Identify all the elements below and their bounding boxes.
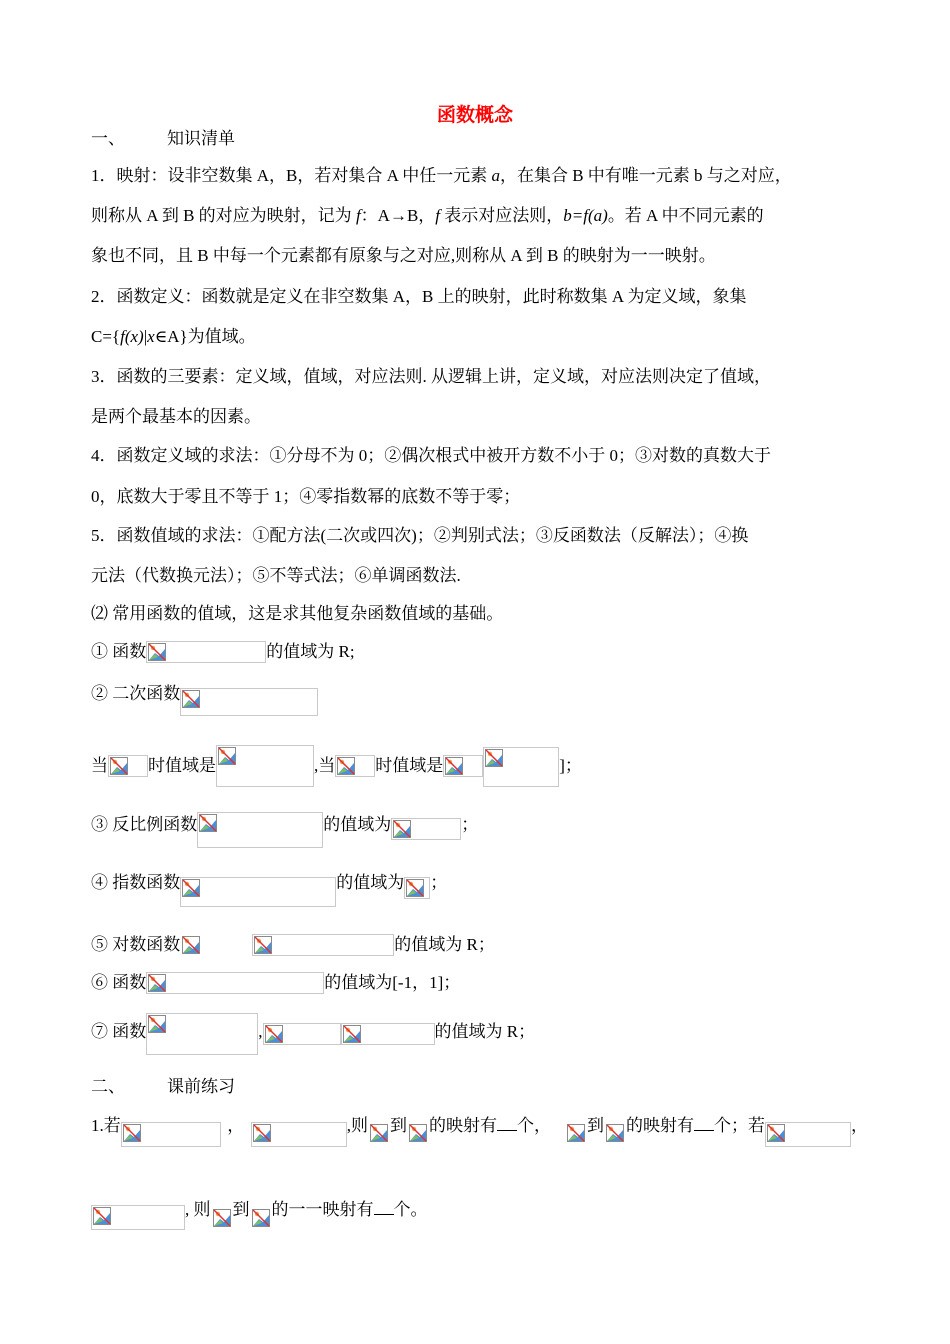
broken-image-icon	[148, 1015, 166, 1033]
item1	[91, 641, 355, 663]
text: 个；若	[714, 1116, 765, 1135]
section1-num: 一、	[91, 129, 125, 148]
item6	[91, 972, 460, 994]
text: |	[143, 327, 148, 346]
formula-image	[91, 1205, 185, 1230]
broken-image-icon	[253, 1124, 271, 1142]
text: 的映射有	[626, 1116, 694, 1135]
broken-image-icon	[409, 1124, 427, 1142]
text: ② 二次函数	[91, 684, 181, 703]
broken-image-icon	[182, 690, 200, 708]
para1-line1	[91, 165, 792, 187]
formula: b=f(a)	[563, 206, 608, 225]
text: C={	[91, 327, 121, 346]
text: 的值域为[-1，1]；	[324, 973, 461, 992]
broken-image-icon	[110, 757, 128, 775]
formula-image	[252, 934, 394, 956]
formula-image	[604, 1122, 626, 1144]
item7	[91, 1013, 535, 1055]
broken-image-icon	[93, 1207, 111, 1225]
para2-line2	[91, 326, 256, 348]
text: 当	[91, 756, 108, 775]
broken-image-icon	[567, 1124, 585, 1142]
section2-title: 课前练习	[167, 1077, 235, 1096]
exercise1-line1	[91, 1113, 868, 1138]
text: 的值域为 R；	[394, 935, 495, 954]
text: 则称从 A 到 B 的对应为映射，记为	[91, 206, 356, 225]
text: ：A→B，	[360, 206, 436, 225]
broken-image-icon	[445, 757, 463, 775]
broken-image-icon	[254, 936, 272, 954]
var-a: a	[491, 166, 500, 185]
para1-line3: 象也不同，且 B 中每一个元素都有原象与之对应,则称从 A 到 B 的映射为一一映射。	[91, 246, 716, 265]
broken-image-icon	[406, 879, 424, 897]
broken-image-icon	[370, 1124, 388, 1142]
text: 到	[232, 1200, 250, 1219]
broken-image-icon	[123, 1124, 141, 1142]
para5-line1: 5．函数值域的求法：①配方法(二次或四次)；②判别式法；③反函数法（反解法）；④换	[91, 526, 749, 545]
broken-image-icon	[148, 643, 166, 661]
formula-image	[146, 1013, 258, 1055]
text: ,当	[314, 756, 336, 775]
text: 个，	[517, 1116, 551, 1135]
text: 的映射有	[429, 1116, 497, 1135]
text: 的值域为 R；	[434, 1022, 536, 1041]
broken-image-icon	[606, 1124, 624, 1142]
para3-line2: 是两个最基本的因素。	[91, 407, 261, 426]
broken-image-icon	[252, 1209, 270, 1227]
text: 的值域为 R;	[266, 642, 355, 661]
para5-line2: 元法（代数换元法）；⑤不等式法；⑥单调函数法.	[91, 566, 461, 585]
text: ⑥ 函数	[91, 973, 147, 992]
formula-image	[216, 745, 314, 787]
text: ，	[851, 1116, 868, 1135]
broken-image-icon	[182, 879, 200, 897]
broken-image-icon	[218, 747, 236, 765]
text: 。若 A 中不同元素的	[607, 206, 764, 225]
formula-image	[263, 1023, 341, 1045]
formula-image	[211, 1207, 233, 1229]
text: 1.若	[91, 1116, 121, 1135]
broken-image-icon	[343, 1025, 361, 1043]
text: ；	[461, 815, 479, 834]
text: 到	[587, 1116, 604, 1135]
para2-line1: 2．函数定义：函数就是定义在非空数集 A，B 上的映射，此时称数集 A 为定义域，象集	[91, 287, 747, 306]
formula-image	[335, 755, 375, 777]
formula-image	[341, 1023, 435, 1045]
broken-image-icon	[393, 820, 411, 838]
blank-line	[497, 1113, 517, 1131]
text: 时值域是	[148, 756, 216, 775]
broken-image-icon	[213, 1209, 231, 1227]
text: ，	[227, 1116, 245, 1135]
item3	[91, 812, 478, 848]
broken-image-icon	[148, 974, 166, 992]
text: ]；	[559, 756, 582, 775]
formula-image	[180, 688, 318, 716]
item2	[91, 683, 318, 711]
formula-image	[146, 972, 324, 994]
broken-image-icon	[767, 1124, 785, 1142]
broken-image-icon	[485, 749, 503, 767]
formula-image	[404, 877, 430, 899]
formula-image	[483, 747, 559, 787]
broken-image-icon	[199, 814, 217, 832]
broken-image-icon	[265, 1025, 283, 1043]
exercise1-line2	[91, 1197, 428, 1222]
para3-line1: 3．函数的三要素：定义域，值域，对应法则. 从逻辑上讲，定义域，对应法则决定了值域，	[91, 367, 771, 386]
var-x: x	[147, 327, 155, 346]
broken-image-icon	[182, 936, 200, 954]
text: ,	[258, 1022, 263, 1041]
broken-image-icon	[337, 757, 355, 775]
formula: f(x)	[120, 327, 144, 346]
text: 时值域是	[375, 756, 444, 775]
subheading-common-ranges: ⑵ 常用函数的值域，这是求其他复杂函数值域的基础。	[91, 604, 504, 623]
text: ⑤ 对数函数	[91, 935, 181, 954]
text: 的值域为	[323, 815, 392, 834]
text: ③ 反比例函数	[91, 815, 198, 834]
text: 的值域为	[336, 873, 405, 892]
formula-image	[108, 755, 148, 777]
item5	[91, 934, 495, 956]
formula-image	[180, 934, 252, 956]
text: 的一一映射有	[271, 1200, 374, 1219]
formula-image	[443, 755, 483, 777]
text: ，在集合 B 中有唯一元素 b 与之对应，	[499, 166, 792, 185]
section2-heading	[91, 1076, 235, 1098]
formula-image	[565, 1122, 587, 1144]
section1-title: 知识清单	[167, 129, 235, 148]
formula-image	[391, 818, 461, 840]
formula-image	[251, 1122, 347, 1147]
formula-image	[368, 1122, 390, 1144]
para4-line2: 0，底数大于零且不等于 1；④零指数幂的底数不等于零；	[91, 487, 521, 506]
formula-image	[121, 1122, 221, 1147]
formula-image	[180, 877, 336, 907]
text: ⑦ 函数	[91, 1022, 147, 1041]
text: 1．映射：设非空数集 A，B，若对集合 A 中任一元素	[91, 166, 492, 185]
text: 个。	[393, 1200, 428, 1219]
formula-image	[146, 641, 266, 663]
formula-image	[407, 1122, 429, 1144]
text: ④ 指数函数	[91, 873, 181, 892]
section1-heading	[91, 128, 235, 150]
formula-image	[765, 1122, 851, 1147]
blank-line	[694, 1113, 714, 1131]
item2-ranges	[91, 745, 582, 787]
text: ；	[430, 873, 448, 892]
var-f: f	[435, 206, 441, 225]
blank-line	[374, 1197, 394, 1215]
para4-line1: 4．函数定义域的求法：①分母不为 0；②偶次根式中被开方数不小于 0；③对数的真数大于	[91, 446, 771, 465]
item4	[91, 872, 447, 902]
text: ,则	[346, 1116, 368, 1135]
section2-num: 二、	[91, 1077, 125, 1096]
text: 到	[390, 1116, 407, 1135]
para1-line2	[91, 205, 764, 227]
text: ① 函数	[91, 642, 147, 661]
text: , 则	[185, 1200, 211, 1219]
var-f: f	[355, 206, 361, 225]
page-title: 函数概念	[436, 105, 513, 126]
text: 表示对应法则，	[440, 206, 564, 225]
text: ∈A}为值域。	[154, 327, 256, 346]
formula-image	[250, 1207, 272, 1229]
formula-image	[197, 812, 323, 848]
